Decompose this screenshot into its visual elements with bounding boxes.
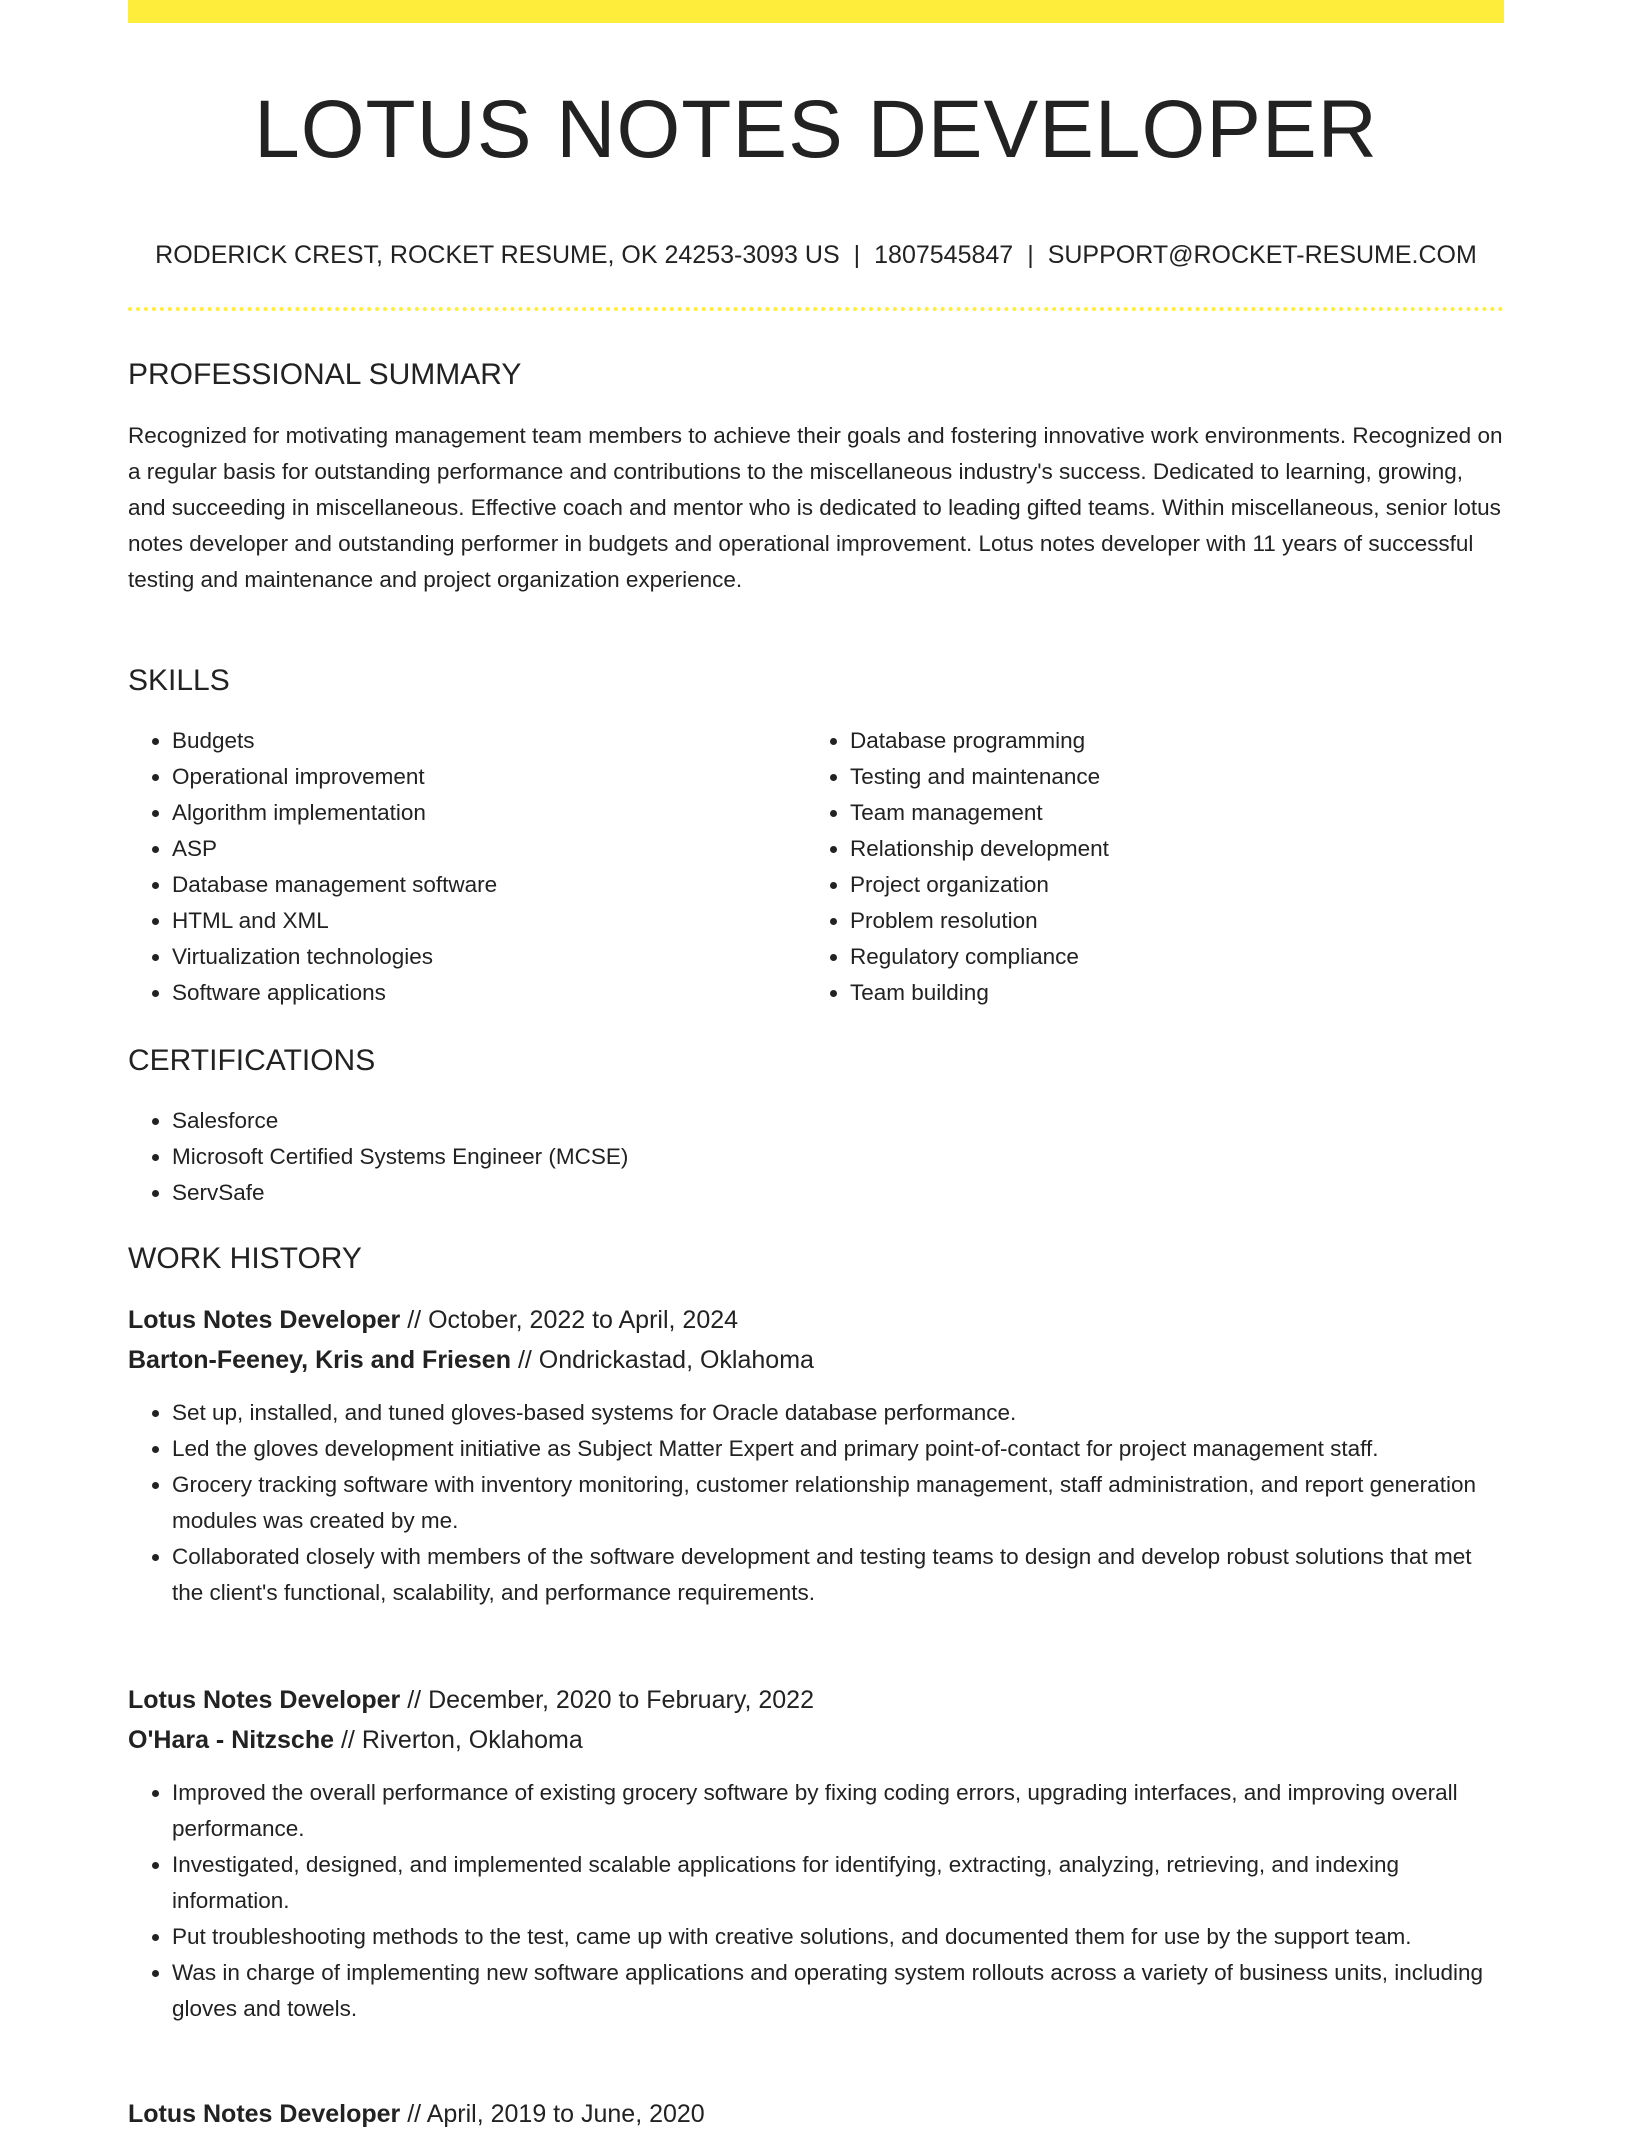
job-bullets xyxy=(128,1395,1504,1611)
job-bullet: • Investigated, designed, and implemented scalable applications for identifying, extracting, analyzing, retrieving, and indexing information. xyxy=(172,1847,1504,1919)
job-location: Riverton, Oklahoma xyxy=(361,1726,583,1754)
certification-item: • ServSafe xyxy=(172,1175,1472,1211)
job-location: Ondrickastad, Oklahoma xyxy=(538,1346,814,1374)
skill-item: • Software applications xyxy=(172,975,792,1011)
job-bullet: • Improved the overall performance of existing grocery software by fixing coding errors, upgrading interfaces, and improving overall performance. xyxy=(172,1775,1504,1847)
skill-item: • Problem resolution xyxy=(850,903,1490,939)
job-separator: // xyxy=(407,2100,422,2128)
job-company-line xyxy=(128,1720,583,1760)
skill-item: • Team building xyxy=(850,975,1490,1011)
skills-heading: SKILLS xyxy=(128,664,230,697)
skill-item: • Relationship development xyxy=(850,831,1490,867)
certification-item: • Salesforce xyxy=(172,1103,1472,1139)
work-history-heading: WORK HISTORY xyxy=(128,1242,362,1275)
job-bullet: • Put troubleshooting methods to the test, came up with creative solutions, and documented them for use by the support team. xyxy=(172,1919,1504,1955)
job-company: O'Hara - Nitzsche xyxy=(128,1726,335,1754)
job-dates: April, 2019 to June, 2020 xyxy=(426,2100,705,2128)
contact-line xyxy=(128,238,1504,272)
contact-separator: | xyxy=(853,241,861,269)
skill-item: • Algorithm implementation xyxy=(172,795,792,831)
skills-list-right xyxy=(806,723,1490,1011)
summary-text: Recognized for motivating management team members to achieve their goals and fostering innovative work environments. Recognized on a regular basis for outstanding performance and contributions to the miscellaneous industry's success. Dedicated to learning, growing, and succeeding in miscellaneous. Effective coach and mentor who is dedicated to leading gifted teams. Within miscellaneous, senior lotus notes developer and outstanding performer in budgets and operational improvement. Lotus notes developer with 11 years of successful testing and maintenance and project organization experience. xyxy=(128,423,1503,592)
job-role: Lotus Notes Developer xyxy=(128,1306,401,1334)
skill-item: • Virtualization technologies xyxy=(172,939,792,975)
skill-item: • Project organization xyxy=(850,867,1490,903)
job-title-line xyxy=(128,1680,814,1720)
resume-title: LOTUS NOTES DEVELOPER xyxy=(254,84,1378,175)
skill-item: • ASP xyxy=(172,831,792,867)
job-company: Barton-Feeney, Kris and Friesen xyxy=(128,1346,511,1374)
job-bullet: • Collaborated closely with members of the software development and testing teams to design and develop robust solutions that met the client's functional, scalability, and performance requirements. xyxy=(172,1539,1504,1611)
skill-item: • Operational improvement xyxy=(172,759,792,795)
job-bullets xyxy=(128,1775,1504,2027)
job-separator: // xyxy=(517,1346,532,1374)
contact-separator: | xyxy=(1027,241,1034,269)
job-role: Lotus Notes Developer xyxy=(128,1686,401,1714)
top-accent-bar xyxy=(128,0,1504,23)
job-separator: // xyxy=(407,1686,422,1714)
skills-list-left xyxy=(128,723,792,1011)
job-separator: // xyxy=(407,1306,422,1334)
job-title-line xyxy=(128,1300,738,1340)
skill-item: • Regulatory compliance xyxy=(850,939,1490,975)
job-bullet: • Was in charge of implementing new software applications and operating system rollouts across a variety of business units, including gloves and towels. xyxy=(172,1955,1504,2027)
skill-item: • Budgets xyxy=(172,723,792,759)
skill-item: • Database programming xyxy=(850,723,1490,759)
summary-heading: PROFESSIONAL SUMMARY xyxy=(128,358,522,391)
skill-item: • Testing and maintenance xyxy=(850,759,1490,795)
job-company-line xyxy=(128,1340,814,1380)
contact-address: RODERICK CREST, ROCKET RESUME, OK 24253-3093 US xyxy=(155,241,840,269)
certification-item: • Microsoft Certified Systems Engineer (MCSE) xyxy=(172,1139,1472,1175)
certifications-heading: CERTIFICATIONS xyxy=(128,1044,376,1077)
job-bullet: • Led the gloves development initiative as Subject Matter Expert and primary point-of-contact for project management staff. xyxy=(172,1431,1504,1467)
skill-item: • Database management software xyxy=(172,867,792,903)
job-title-line xyxy=(128,2094,705,2134)
contact-email: SUPPORT@ROCKET-RESUME.COM xyxy=(1047,241,1477,269)
job-dates: October, 2022 to April, 2024 xyxy=(428,1306,739,1334)
skill-item: • Team management xyxy=(850,795,1490,831)
certifications-list xyxy=(128,1103,1472,1211)
header-divider xyxy=(128,307,1504,311)
contact-phone: 1807545847 xyxy=(874,241,1014,269)
job-separator: // xyxy=(340,1726,355,1754)
skill-item: • HTML and XML xyxy=(172,903,792,939)
job-dates: December, 2020 to February, 2022 xyxy=(428,1686,814,1714)
job-bullet: • Set up, installed, and tuned gloves-based systems for Oracle database performance. xyxy=(172,1395,1504,1431)
job-role: Lotus Notes Developer xyxy=(128,2100,401,2128)
job-bullet: • Grocery tracking software with inventory monitoring, customer relationship management, staff administration, and report generation modules was created by me. xyxy=(172,1467,1504,1539)
